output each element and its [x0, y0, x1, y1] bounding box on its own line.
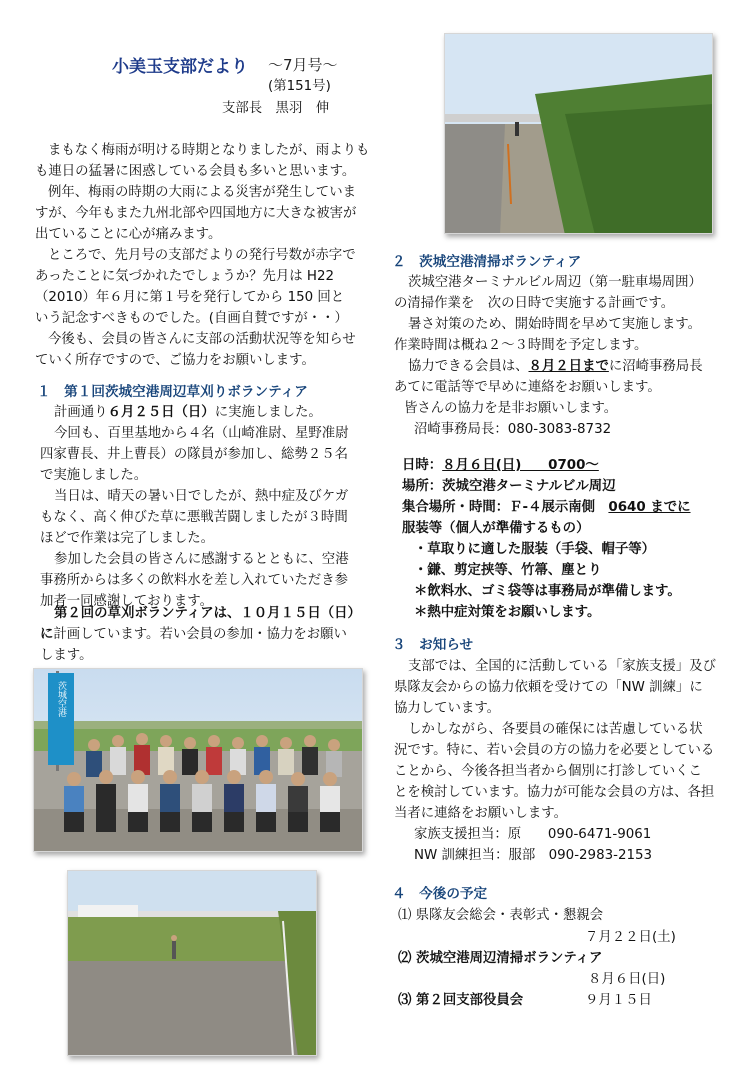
section1-next-plan-line: に計画しています。若い会員の参加・協力をお願い [40, 627, 347, 642]
section1-line: 今回も、百里基地から４名（山崎准尉、星野准尉 [54, 426, 349, 441]
gravel-field-photo [67, 870, 317, 1056]
schedule-date: ９月１５日 [585, 993, 652, 1008]
group-photo [33, 668, 363, 852]
intro-line: いう記念すべきものでした。(自画自賛ですが・・） [35, 311, 348, 326]
event-item: ＊飲料水、ゴミ袋等は事務局が準備します。 [414, 584, 681, 599]
section3-line: とを検討しています。協力が可能な会員の方は、各担 [394, 785, 715, 800]
section1-line: 加者一同感謝しております。 [40, 594, 214, 609]
event-date: 日時：８月６日(日) 0700〜 [402, 458, 599, 473]
intro-line: 出ていることに心が痛みます。 [35, 227, 222, 242]
intro-line: まもなく梅雨が明ける時期となりましたが、雨よりも [48, 143, 370, 158]
section3-heading: ３ お知らせ [392, 637, 474, 653]
author: 支部長 黒羽 伸 [222, 101, 330, 116]
section4-heading: ４ 今後の予定 [392, 886, 488, 902]
section3-line: 県隊友会からの協力依頼を受けての「NW 訓練」に [394, 680, 703, 695]
section2-contact: 協力できる会員は、８月２日までに沼崎事務局長 [408, 359, 703, 374]
section3-line: ことから、今後各担当者から個別に打診していくこ [394, 764, 702, 779]
section3-line: しかしながら、各要員の確保には苦慮している状 [408, 722, 703, 737]
family-support-contact: 家族支援担当：原 090-6471-9061 [414, 827, 652, 842]
section1-next-plan: 第２回の草刈ボランティアは、１０月１５日（日） [54, 606, 361, 621]
section3-line: 当者に連絡をお願いします。 [394, 806, 568, 821]
page-subtitle: 〜7月号〜 [268, 56, 338, 74]
issue-number: (第151号) [268, 79, 331, 94]
event-gathering: 集合場所・時間：Ｆ-４展示南側 0640 までに [402, 500, 691, 515]
event-item: ・鎌、剪定挟等、竹箒、塵とり [414, 563, 602, 578]
runway-path-photo [444, 33, 713, 234]
schedule-date: ８月６日(日) [588, 972, 666, 987]
section1-line: 当日は、晴天の暑い日でしたが、熱中症及びケガ [54, 489, 349, 504]
schedule-date: ７月２２日(土) [585, 930, 676, 945]
banner-text: 茨城空港 [56, 681, 66, 717]
event-attire: 服装等（個人が準備するもの） [402, 521, 590, 536]
section2-line: 茨城空港ターミナルビル周辺（第一駐車場周囲） [408, 275, 702, 290]
section1-heading: １ 第１回茨城空港周辺草刈りボランティア [37, 384, 308, 400]
intro-line: 例年、梅雨の時期の大雨による災害が発生していま [48, 185, 356, 200]
section1-next-plan-line: します。 [40, 648, 93, 663]
section2-line: 作業時間は概ね２〜３時間を予定します。 [394, 338, 648, 353]
intro-line: 今後も、会員の皆さんに支部の活動状況等を知らせ [48, 332, 356, 347]
section2-contact-line: 皆さんの協力を是非お願いします。 [404, 401, 618, 416]
section1-line: 参加した会員の皆さんに感謝するとともに、空港 [54, 552, 349, 567]
section3-line: 協力しています。 [394, 701, 501, 716]
section1-line: もなく、高く伸びた草に悪戦苦闘しましたが３時間 [40, 510, 348, 525]
event-item: ＊熱中症対策をお願いします。 [414, 605, 601, 620]
section2-contact-phone: 沼崎事務局長：080-3083-8732 [414, 422, 612, 437]
schedule-item: ⑶ 第２回支部役員会 [398, 993, 524, 1008]
intro-line: ところで、先月号の支部だよりの発行号数が赤字で [48, 248, 356, 263]
section2-heading: ２ 茨城空港清掃ボランティア [392, 254, 582, 270]
section1-line: で実施しました。 [40, 468, 148, 483]
section1-line: 四家曹長、井上曹長）の隊員が参加し、総勢２５名 [40, 447, 348, 462]
section2-line: の清掃作業を 次の日時で実施する計画です。 [394, 296, 675, 311]
banner-flag [48, 671, 74, 771]
section3-line: 支部では、全国的に活動している「家族支援」及び [408, 659, 716, 674]
event-place: 場所：茨城空港ターミナルビル周辺 [402, 479, 616, 494]
section2-line: 暑さ対策のため、開始時間を早めて実施します。 [408, 317, 701, 332]
intro-line: あったことに気づかれたでしょうか？先月は H22 [35, 269, 335, 284]
page-title: 小美玉支部だより [112, 57, 248, 77]
section3-line: 況です。特に、若い会員の方の協力を必要としている [394, 743, 715, 758]
section2-contact-line: あてに電話等で早めに連絡をお願いします。 [394, 380, 661, 395]
intro-line: も連日の猛暑に困惑している会員も多いと思います。 [35, 164, 356, 179]
schedule-item: ⑴ 県隊友会総会・表彰式・懇親会 [398, 908, 604, 923]
event-item: ・草取りに適した服装（手袋、帽子等） [414, 542, 656, 557]
schedule-item: ⑵ 茨城空港周辺清掃ボランティア [398, 951, 603, 966]
intro-line: ていく所存ですので、ご協力をお願いします。 [35, 353, 315, 368]
section1-line: 計画通り６月２５日（日）に実施しました。 [54, 405, 322, 420]
section1-line: ほどで作業は完了しました。 [40, 531, 215, 546]
nw-training-contact: NW 訓練担当：服部 090-2983-2153 [414, 848, 653, 863]
section1-line: 事務所からは多くの飲料水を差し入れていただき参 [40, 573, 348, 588]
intro-line: （2010）年６月に第１号を発行してから 150 回と [35, 290, 345, 305]
intro-line: すが、今年もまた九州北部や四国地方に大きな被害が [35, 206, 357, 221]
